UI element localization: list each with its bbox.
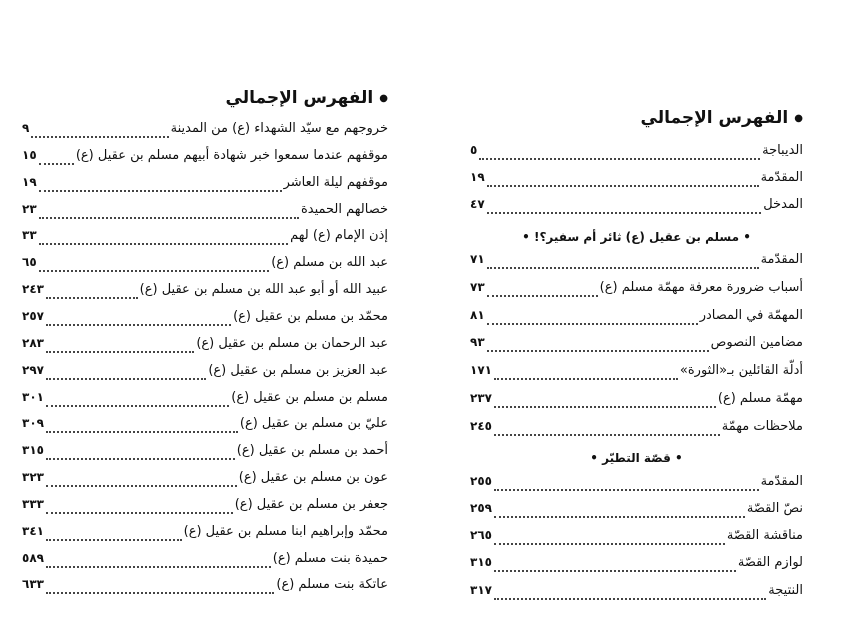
entry-page: ٣٤١ <box>22 523 44 538</box>
entry-title: أسباب ضرورة معرفة مهمّة مسلم (ع) <box>599 280 803 295</box>
dot-leader <box>46 324 231 326</box>
entry-page: ٣٠٩ <box>22 416 44 431</box>
entry-page: ٣٠١ <box>22 389 44 404</box>
entry-title: المقدّمة <box>760 170 803 185</box>
entry-page: ٤٧ <box>470 197 485 211</box>
entry-page: ٦٣٣ <box>22 577 44 592</box>
toc-entry <box>470 528 803 550</box>
entry-page: ٢٣٧ <box>470 391 492 405</box>
toc-entry <box>470 363 803 385</box>
entry-page: ١٩ <box>22 174 37 189</box>
toc-entry <box>22 309 388 331</box>
toc-entry <box>22 443 388 465</box>
toc-entry <box>22 470 388 492</box>
toc-entry <box>470 252 803 274</box>
dot-leader <box>494 598 766 600</box>
entry-title: محمّد بن مسلم بن عقيل (ع) <box>233 308 388 324</box>
entry-page: ٢٩٧ <box>22 362 44 377</box>
dot-leader <box>494 406 716 408</box>
dot-leader <box>494 434 720 436</box>
entry-page: ٢٥٧ <box>22 308 44 323</box>
dot-leader <box>46 566 271 568</box>
toc-entry <box>22 551 388 573</box>
entry-title: نصّ القصّة <box>746 501 803 516</box>
dot-leader <box>479 158 760 160</box>
bullet-icon: ● <box>379 92 388 104</box>
dot-leader <box>494 378 678 380</box>
dot-leader <box>39 270 270 272</box>
entry-page: ٣٢٣ <box>22 470 44 485</box>
section-heading: • مسلم بن عقيل (ع) ثائر أم سفير؟! • <box>522 230 751 244</box>
dot-leader <box>494 543 725 545</box>
entry-page: ٧١ <box>470 252 485 266</box>
toc-entry <box>470 143 803 165</box>
entry-title: عون بن مسلم بن عقيل (ع) <box>238 470 388 486</box>
title-text: الفهرس الإجمالي <box>225 88 374 108</box>
entry-page: ٢٥٩ <box>470 501 492 515</box>
dot-leader <box>46 351 194 353</box>
toc-entry <box>22 121 388 143</box>
toc-entry <box>22 175 388 197</box>
dot-leader <box>487 323 698 325</box>
entry-page: ٣١٥ <box>22 443 44 458</box>
entry-title: المهمّة في المصادر <box>699 308 803 323</box>
entry-page: ٩٣ <box>470 335 485 349</box>
dot-leader <box>46 512 233 514</box>
entry-page: ٩ <box>22 121 30 135</box>
dot-leader <box>46 458 235 460</box>
entry-page: ١٧١ <box>470 363 492 377</box>
entry-title: النتيجة <box>768 583 803 598</box>
toc-entry <box>470 308 803 330</box>
entry-page: ٢٤٣ <box>22 282 44 297</box>
dot-leader <box>46 431 238 433</box>
title-text: الفهرس الإجمالي <box>640 108 789 128</box>
entry-title: عبد العزيز بن مسلم بن عقيل (ع) <box>208 362 388 378</box>
toc-entry <box>22 577 388 599</box>
entry-title: لوازم القصّة <box>737 555 803 570</box>
entry-title: حميدة بنت مسلم (ع) <box>272 550 388 566</box>
dot-leader <box>46 592 274 594</box>
right-page-title <box>641 108 803 128</box>
toc-entry <box>470 583 803 605</box>
entry-page: ٥ <box>470 143 478 157</box>
toc-entry <box>22 524 388 546</box>
entry-title: أدلّة القائلين بـ«الثورة» <box>679 363 803 378</box>
entry-title: إذن الإمام (ع) لهم <box>290 228 388 244</box>
entry-page: ٢٦٥ <box>470 528 492 542</box>
entry-page: ٨١ <box>470 308 485 322</box>
toc-entry <box>22 390 388 412</box>
dot-leader <box>46 485 237 487</box>
entry-title: موقفهم ليلة العاشر <box>283 174 388 190</box>
toc-entry <box>22 202 388 224</box>
section-heading: • قصّة التطيّر • <box>590 451 683 465</box>
toc-entry <box>22 255 388 277</box>
dot-leader <box>487 267 759 269</box>
entry-page: ٣١٥ <box>470 555 492 569</box>
entry-title: موقفهم عندما سمعوا خبر شهادة أبيهم مسلم بن عقيل (ع) <box>75 147 388 163</box>
entry-page: ٣١٧ <box>470 583 492 597</box>
entry-page: ٢٤٥ <box>470 419 492 433</box>
entry-title: المدخل <box>763 197 803 212</box>
entry-title: مضامين النصوص <box>710 335 803 350</box>
entry-title: المقدّمة <box>760 252 803 267</box>
entry-title: عبد الله بن مسلم (ع) <box>271 255 388 271</box>
entry-title: محمّد وإبراهيم ابنا مسلم بن عقيل (ع) <box>183 523 388 539</box>
toc-entry <box>22 148 388 170</box>
entry-page: ١٥ <box>22 147 37 162</box>
entry-page: ٧٣ <box>470 280 485 294</box>
dot-leader <box>39 190 282 192</box>
toc-entry <box>22 416 388 438</box>
dot-leader <box>46 297 138 299</box>
left-page-title <box>226 88 388 108</box>
dot-leader <box>487 350 709 352</box>
entry-page: ٣٣٣ <box>22 496 44 511</box>
dot-leader <box>39 217 299 219</box>
entry-title: الديباجة <box>762 143 803 158</box>
toc-entry <box>22 228 388 250</box>
dot-leader <box>494 489 759 491</box>
entry-title: عبيد الله أو أبو عبد الله بن مسلم بن عقيل (ع) <box>139 282 388 298</box>
dot-leader <box>39 163 74 165</box>
dot-leader <box>39 243 288 245</box>
entry-page: ٢٨٣ <box>22 335 44 350</box>
entry-page: ٢٥٥ <box>470 474 492 488</box>
toc-entry <box>22 336 388 358</box>
entry-title: مسلم بن مسلم بن عقيل (ع) <box>231 389 388 405</box>
toc-entry <box>470 197 803 219</box>
entry-page: ٦٥ <box>22 255 37 270</box>
entry-title: عبد الرحمان بن مسلم بن عقيل (ع) <box>196 335 388 351</box>
entry-title: عليّ بن مسلم بن عقيل (ع) <box>239 416 388 432</box>
entry-page: ١٩ <box>470 170 485 184</box>
toc-entry <box>470 419 803 441</box>
entry-title: خصالهم الحميدة <box>300 201 388 217</box>
dot-leader <box>46 539 182 541</box>
entry-title: عاتكة بنت مسلم (ع) <box>276 577 388 593</box>
dot-leader <box>487 185 759 187</box>
entry-page: ٥٨٩ <box>22 550 44 565</box>
entry-title: خروجهم مع سيّد الشهداء (ع) من المدينة <box>170 121 388 136</box>
entry-title: أحمد بن مسلم بن عقيل (ع) <box>236 443 388 459</box>
dot-leader <box>494 516 745 518</box>
dot-leader <box>487 295 598 297</box>
entry-title: المقدّمة <box>760 474 803 489</box>
toc-entry <box>470 474 803 496</box>
dot-leader <box>46 405 229 407</box>
bullet-icon: ● <box>794 112 803 124</box>
toc-entry <box>470 280 803 302</box>
entry-title: جعفر بن مسلم بن عقيل (ع) <box>234 496 388 512</box>
toc-entry <box>22 363 388 385</box>
dot-leader <box>487 212 762 214</box>
toc-entry <box>470 335 803 357</box>
entry-title: مهمّة مسلم (ع) <box>717 391 803 406</box>
toc-entry <box>22 282 388 304</box>
dot-leader <box>494 570 736 572</box>
dot-leader <box>46 378 206 380</box>
entry-title: مناقشة القصّة <box>726 528 803 543</box>
dot-leader <box>31 136 168 138</box>
toc-entry <box>470 501 803 523</box>
entry-page: ٢٣ <box>22 201 37 216</box>
toc-entry <box>22 497 388 519</box>
toc-entry <box>470 555 803 577</box>
toc-entry <box>470 391 803 413</box>
toc-entry <box>470 170 803 192</box>
entry-title: ملاحظات مهمّة <box>721 419 803 434</box>
entry-page: ٣٣ <box>22 228 37 243</box>
